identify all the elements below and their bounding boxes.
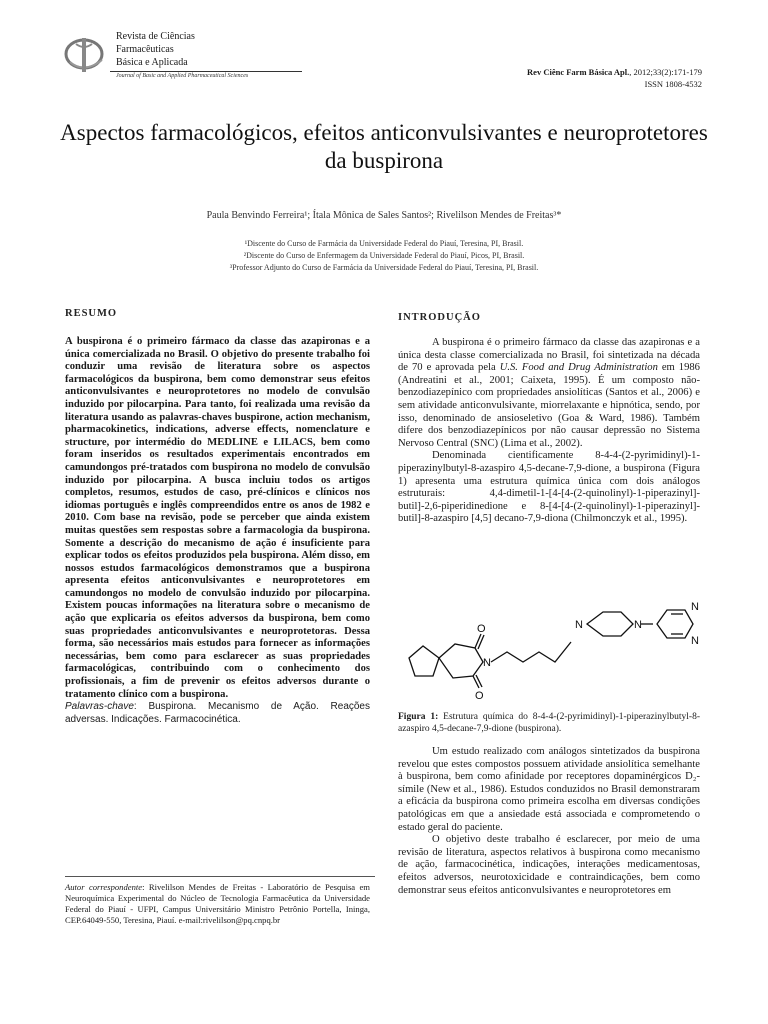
issn: ISSN 1808-4532: [644, 79, 702, 89]
intro-text: em 1986 (Andreatini et al., 2001; Caixeta, 1995). É um composto não-benzodiazepínico com propriedades ansiolíticas (Santos et al., 2006) e sem atividade anticonvulsivante, miorrelaxante e hipnótica, sendo, por isso, denominado de ansioseletivo (Goa & Ward, 1986). Também difere dos benzodiazepínicos por não causar depressão no Sistema Nervoso Central (SNC) (Lima et al., 2002).: [398, 362, 700, 449]
citation-volume: , 2012;33(2):171-179: [629, 67, 702, 77]
journal-name-line: Básica e Aplicada: [116, 57, 188, 68]
keywords-label: Palavras-chave: [65, 701, 134, 713]
intro-fda: U.S. Food and Drug Administration: [499, 362, 658, 374]
journal-subtitle: Journal of Basic and Applied Pharmaceutical Sciences: [116, 73, 249, 79]
affiliation: ²Discente do Curso de Enfermagem da Universidade Federal do Piauí, Picos, PI, Brasil.: [243, 251, 525, 260]
atom-label: O: [475, 690, 484, 702]
intro-paragraph: O objetivo deste trabalho é esclarecer, por meio de uma revisão de literatura, aspectos relativos à buspirona como mecanismo de ação, farmacocinética, indicações, interações medicamentosas, efeitos adversos, neurotoxicidade e contraindicações, bem como demonstrar seus efeitos anticonvulsivantes e neuroprotetores em: [398, 834, 700, 896]
abstract-text: A buspirona é o primeiro fármaco da classe das azapironas e a única comercializada no Brasil. O objetivo do presente trabalho foi conduzir uma revisão de literatura sobre os aspectos farmacológicos da buspirona, bem como demonstrar seus efeitos anticonvulsivantes e neuroprotetores no modelo de convulsão induzido por pilocarpina. Para tanto, foi realizada uma revisão da literatura usando as palavras-chaves buspirone, action mechanism, pharmacokinetics, indications, adverse effects, nomenclature e structure, por intermédio do MEDLINE e LILACS, bem como foram inseridos os resultados experimentais encontrados em camundongos pré-tratados com buspirona no modelo de convulsão induzido por pilocarpina. A busca incluiu todos os artigos completos, resumos, estudos de caso, pré-clínicos e clínicos nos idiomas português e inglês compreendidos entre os anos de 1982 e 2010. Com base na revisão, pode se perceber que ainda existem muitas questões sem respostas sobre a farmacologia da buspirona. Somente a descrição do mecanismo de ação é insuficiente para explicar todos os efeitos produzidos pela buspirona. Além disso, em nossos estudos farmacológicos demonstramos que a buspirona apresenta efeitos anticonvulsivantes e neuroprotetores em camundongos no modelo de convulsão induzido por pilocarpina. Existem poucas informações na literatura sobre o mecanismo de ação que explicaria os efeitos adversos da buspirona, bem como suas propriedades anticonvulsivantes e neuroprotetoras. Dessa forma, são necessários mais estudos para fornecer as informações necessárias, bem como para esclarecer as suas propriedades farmacológicas, contribuindo com o conhecimento dos profissionais, a fim de prevenir os efeitos adversos durante o tratamento clínico com a buspirona.: [65, 336, 370, 700]
intro-column-bottom: [398, 746, 700, 897]
journal-name-line: Revista de Ciências: [116, 31, 195, 42]
article-title: Aspectos farmacológicos, efeitos anticonvulsivantes e neuroprotetores da buspirona: [60, 120, 708, 173]
resumo-column: [65, 336, 370, 726]
figure-caption-text: Estrutura química do 8-4-4-(2-pyrimidinyl)-1-piperazinylbutyl-8-azaspiro 4,5-decane-7,9-dione (buspirona).: [398, 712, 700, 734]
intro-column-top: [398, 337, 700, 526]
header-rule: [110, 71, 302, 72]
keywords: [65, 701, 370, 726]
citation-journal: Rev Ciênc Farm Básica Apl.: [527, 67, 630, 77]
intro-text: A buspirona é o primeiro fármaco da classe das azapironas e a única desta classe comercializada no Brasil, foi sintetizada na década de 70 e aprovada pela: [398, 337, 700, 374]
atom-label: N: [691, 635, 699, 647]
affiliation: ¹Discente do Curso de Farmácia da Universidade Federal do Piauí, Teresina, PI, Brasil.: [244, 239, 524, 248]
figure-caption: [398, 712, 700, 735]
corresponding-text: : Rivelilson Mendes de Freitas - Laboratório de Pesquisa em Neuroquímica Experimental do Núcleo de Tecnologia Farmacêutica da Universidade Federal do Piauí - UFPI, Campus Universitário Ministro Petrônio Portella, Ininga, CEP.64049-550, Teresina, Piauí. e-mail:rivelilson@pq.cnpq.br: [65, 882, 370, 925]
corresponding-author: [65, 882, 370, 926]
resumo-heading: RESUMO: [65, 308, 118, 319]
corresponding-label: Autor correspondente: [65, 882, 143, 892]
intro-paragraph: Denominada cientificamente 8-4-4-(2-pyrimidinyl)-1-piperazinylbutyl-8-azaspiro 4,5-decane-7,9-dione, a buspirona (Figura 1) apresenta uma estrutura química única com dois análogos estruturais: 4,4-dimetil-1-[4-[4-(2-quinolinyl)-1-piperazinyl]-butil]-2,6-piperidinedione e 8-[4-[4-(2-quinolinyl)-1-piperazinyl]-butil]-8-azaspiro [4,5] decano-7,9-diona (Chilmonczyk et al., 1995).: [398, 450, 700, 525]
atom-label: N: [634, 619, 642, 631]
atom-label: N: [575, 619, 583, 631]
atom-label: O: [477, 623, 486, 635]
intro-paragraph: Um estudo realizado com análogos sintetizados da buspirona revelou que estes compostos possuem atividade ansiolítica semelhante à buspirona, bem como afinidade por receptores dopaminérgicos D₂-símile (New et al., 1986). Estudos conduzidos no Brasil demonstraram a eficácia da buspirona como primeira escolha em diversas condições patológicas em que a ansiedade está associada e comprometendo o estado geral do paciente.: [398, 746, 700, 833]
affiliations: [60, 238, 708, 274]
authors: Paula Benvindo Ferreira¹; Ítala Mônica de Sales Santos²; Rivelilson Mendes de Freitas³*: [206, 210, 562, 221]
keywords-list: : Buspirona. Mecanismo de Ação. Reações adversas. Indicações. Farmacocinética.: [65, 701, 370, 725]
journal-name-line: Farmacêuticas: [116, 44, 174, 55]
affiliation: ³Professor Adjunto do Curso de Farmácia da Universidade Federal do Piauí, Teresina, PI, Brasil.: [229, 263, 539, 272]
figure-label: Figura 1:: [398, 712, 439, 722]
intro-paragraph: [398, 337, 700, 450]
citation: [527, 66, 702, 90]
journal-name: [116, 30, 195, 69]
atom-label: N: [483, 657, 491, 669]
footnote-rule: [65, 876, 375, 877]
buspirone-structure: [395, 596, 705, 702]
atom-label: N: [691, 601, 699, 613]
introducao-heading: INTRODUÇÃO: [398, 312, 481, 323]
